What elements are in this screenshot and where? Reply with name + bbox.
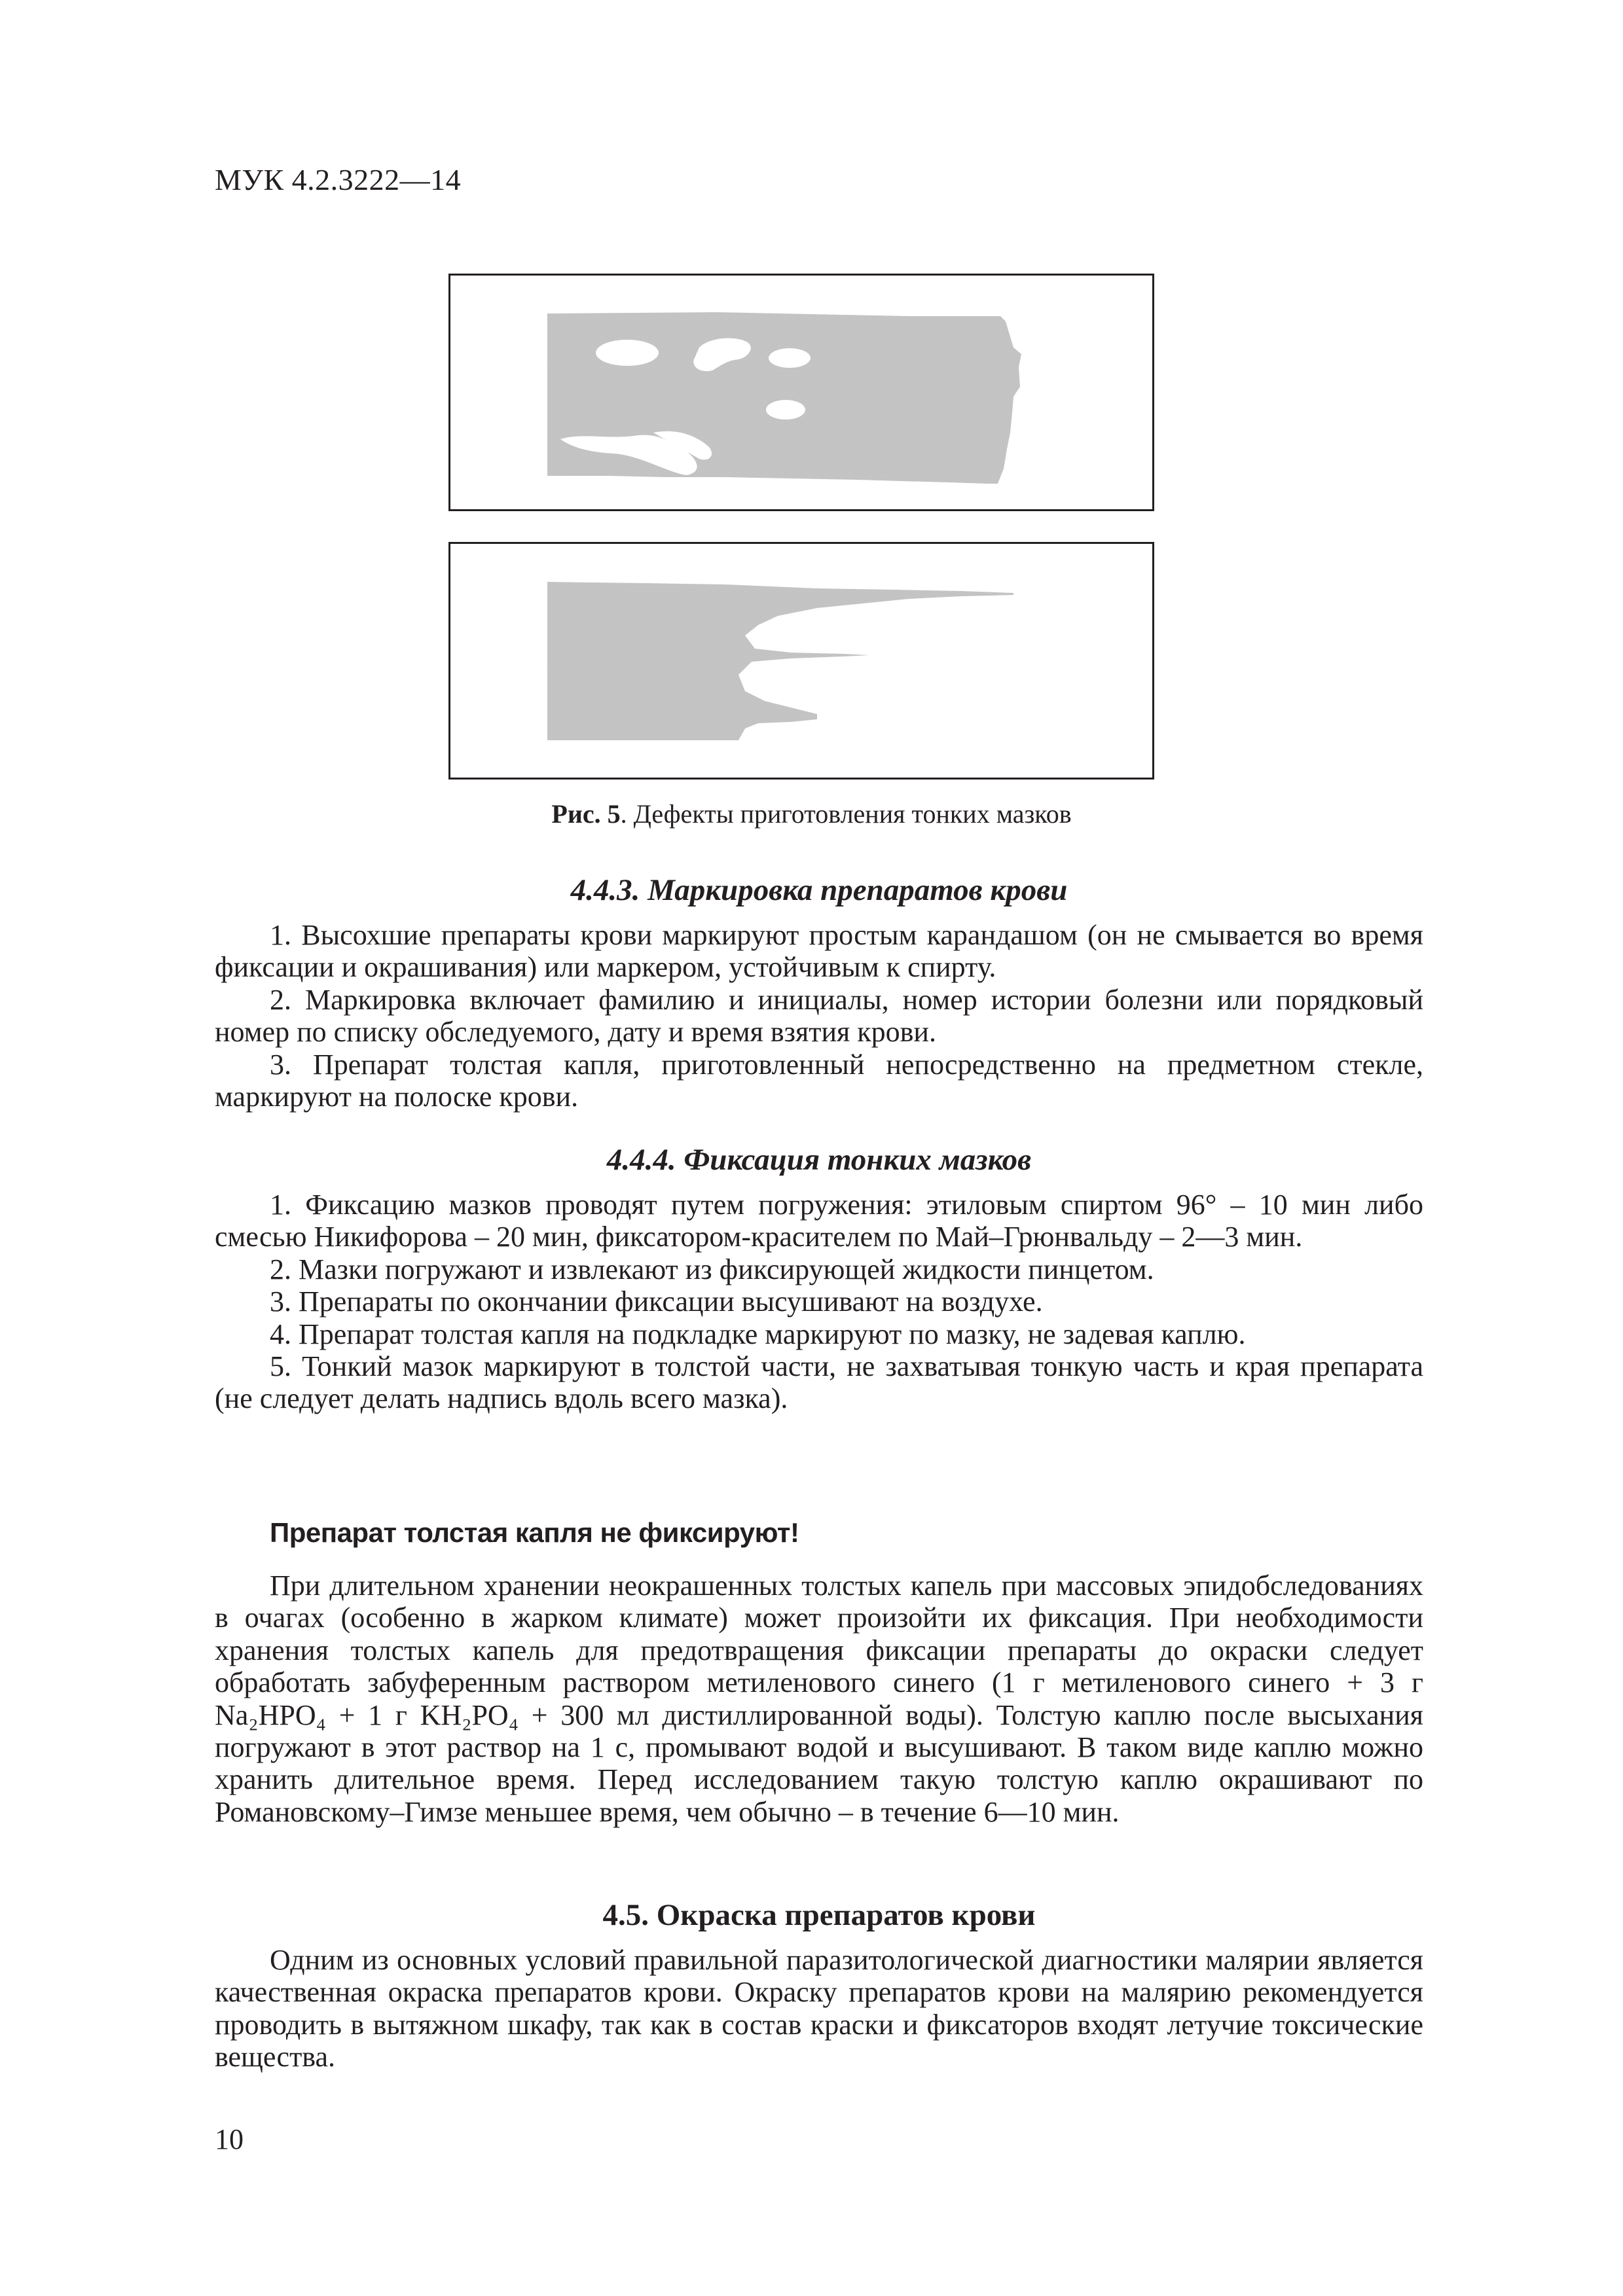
section-4-5 [215,1895,1423,1935]
section-4-4-3 [215,870,1423,910]
warning-text: Препарат толстая капля не фиксируют! [270,1517,799,1548]
figure-label: Рис. 5 [551,799,621,829]
body-paragraph: При длительном хранении неокрашенных толстых капель при массовых эпидобследованиях в очагах (особенно в жарком климате) может произойти их фиксация. При необходимости хранения толстых капель для предотвращения фиксации препараты до окраски следует обработать забуференным раствором метиленового синего (1 г метиленового синего + 3 г Na₂HPO₄ + 1 г KH₂PO₄ + 300 мл дистиллированной воды). Толстую каплю после высыхания погружают в этот раствор на 1 с, промывают водой и высушивают. В таком виде каплю можно хранить длительное время. Перед исследованием такую толстую каплю окрашивают по Романовскому–Гимзе меньшее время, чем обычно – в течение 6—10 мин. [215,1570,1423,1828]
figure-caption [0,798,1623,829]
document-code: МУК 4.2.3222—14 [215,163,462,196]
warning-block [215,1516,1423,1550]
smear-defect-figure-top [448,274,1154,511]
section-4-4-4 [215,1140,1423,1179]
list-item: 1. Высохшие препараты крови маркируют простым карандашом (он не смывается во время фиксации и окрашивания) или маркером, устойчивым к спирту. [215,919,1423,984]
section-heading: 4.4.3. Маркировка препаратов крови [570,873,1068,907]
smear-defect-figure-bottom [448,542,1154,780]
list-item: 3. Препараты по окончании фиксации высушивают на воздухе. [270,1285,1043,1318]
smear-defect-illustration-top [450,276,1152,509]
list-item: 1. Фиксацию мазков проводят путем погружения: этиловым спиртом 96° – 10 мин либо смесью Никифорова – 20 мин, фиксатором-красителем по Май–Грюнвальду – 2—3 мин. [215,1189,1423,1253]
list-item: 4. Препарат толстая капля на подкладке маркируют по мазку, не задевая каплю. [270,1318,1246,1350]
section-heading: 4.5. Окраска препаратов крови [602,1898,1036,1932]
section-4-5-body [215,1944,1423,2073]
body-paragraph: Одним из основных условий правильной паразитологической диагностики малярии является качественная окраска препаратов крови. Окраску препаратов крови на малярию рекомендуется проводить в вытяжном шкафу, так как в состав краски и фиксаторов входят летучие токсические вещества. [215,1944,1423,2073]
section-4-4-4-body [215,1189,1423,1415]
smear-shape [547,582,1013,740]
section-heading: 4.4.4. Фиксация тонких мазков [606,1143,1032,1177]
smear-shape [547,312,1021,484]
storage-paragraph [215,1570,1423,1828]
figure-caption-text: . Дефекты приготовления тонких мазков [620,799,1072,829]
list-item: 2. Маркировка включает фамилию и инициалы, номер истории болезни или порядковый номер по списку обследуемого, дату и время взятия крови. [215,983,1423,1049]
smear-defect-illustration-bottom [450,544,1152,778]
list-item: 2. Мазки погружают и извлекают из фиксирующей жидкости пинцетом. [270,1253,1154,1285]
page-number: 10 [215,2123,244,2155]
section-4-4-3-body [215,919,1423,1113]
list-item: 3. Препарат толстая капля, приготовленный непосредственно на предметном стекле, маркируют на полоске крови. [215,1048,1423,1113]
list-item: 5. Тонкий мазок маркируют в толстой части, не захватывая тонкую часть и края препарата (не следует делать надпись вдоль всего мазка). [215,1350,1423,1415]
